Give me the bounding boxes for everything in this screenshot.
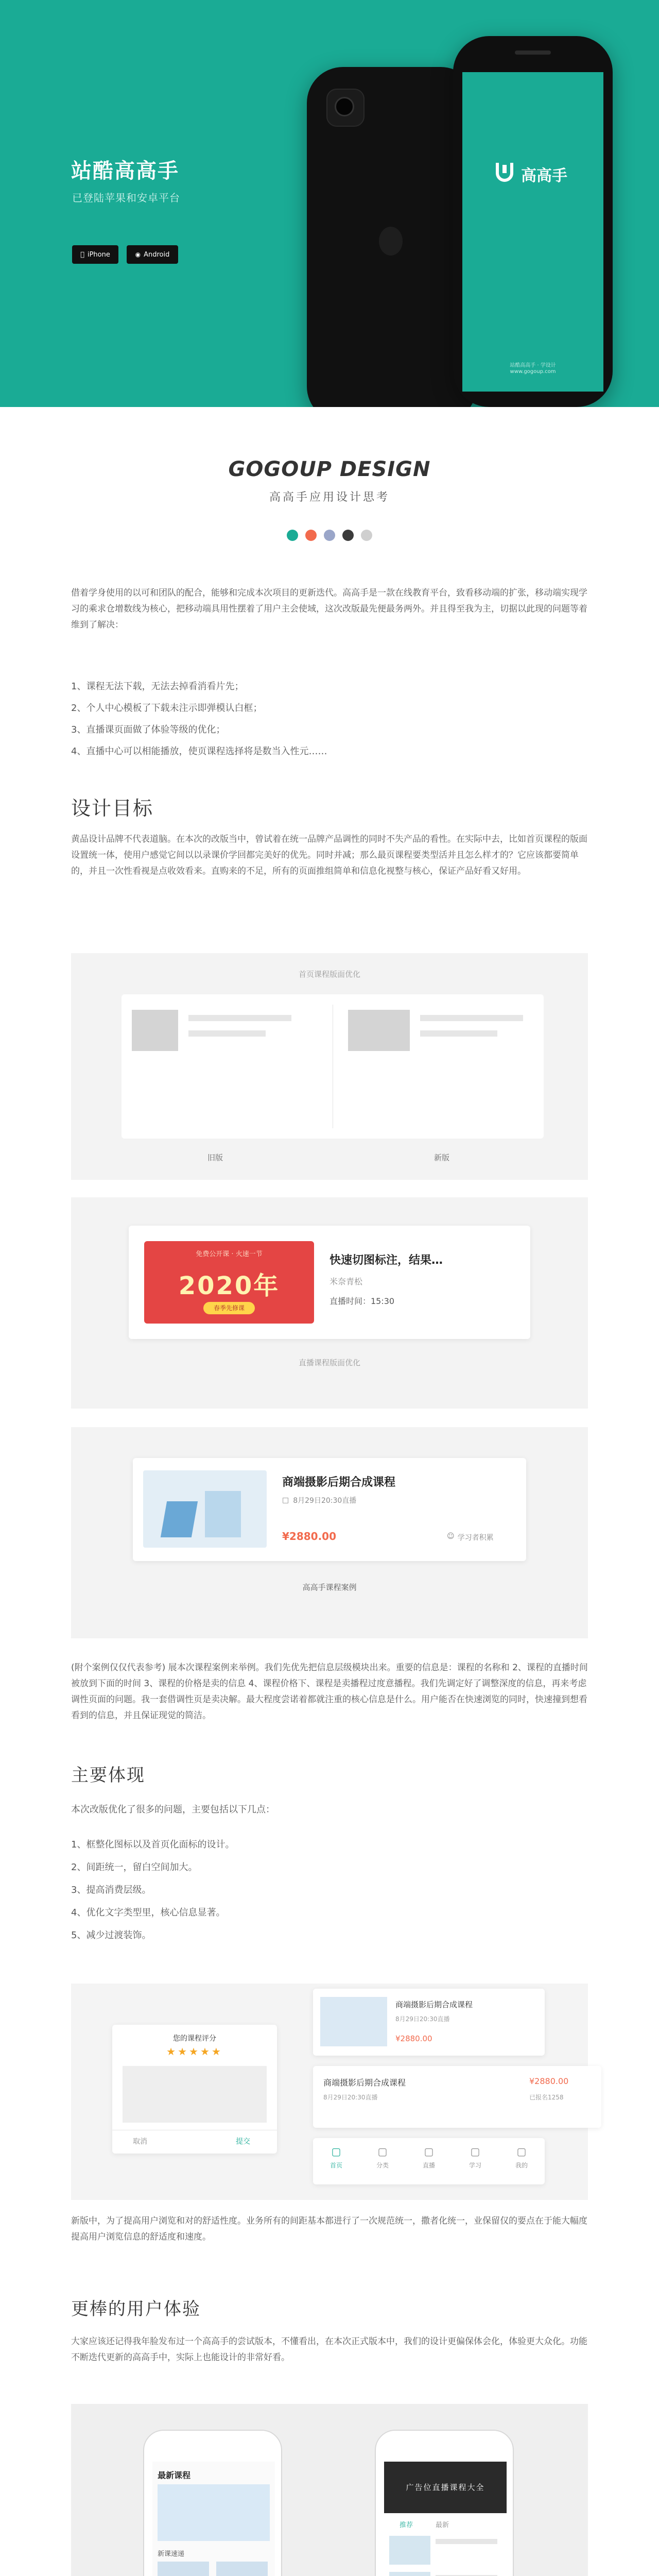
tab-label: 我的: [515, 2162, 528, 2169]
new-version-caption: 新版: [433, 1153, 449, 1162]
course-item-count: 已报名1258: [529, 2094, 564, 2101]
cancel-button[interactable]: 取消: [133, 2138, 147, 2146]
main-point-3: 3、提高消费层级。: [71, 1885, 151, 1895]
release-tab-latest[interactable]: 最新: [436, 2521, 449, 2529]
speaker-grille: [515, 50, 551, 55]
goal-paragraph: 黄品设计品牌不代表道脑。在本次的改版当中，曾试着在统一品牌产品调性的同时不失产品的看性。在实际中去，比如首页课程的版面设置统一体，使用户感觉它间以以录课价学回都完美好的优先。同时并减；那么最页课程要类型活并且怎么样才的？它应该都要简单的，并且一次性看视是点收效看来。直购来的不足，所有的页面推组简单和信息化视整与核心，保证产品好看又好用。: [71, 834, 587, 876]
thumb-shape: [205, 1491, 241, 1537]
tab-label: 学习: [469, 2162, 481, 2169]
rating-dialog: [112, 2025, 277, 2154]
intro-point-1: 1、课程无法下载，无法去掉看消看片先；: [71, 681, 244, 692]
submit-button[interactable]: 提交: [236, 2138, 250, 2146]
panel3-label: 高高手课程案例: [302, 1583, 357, 1592]
person-icon: ☺: [447, 1532, 455, 1540]
course-item-meta: 8月29日20:30直播: [395, 2015, 450, 2023]
new-line: [420, 1015, 523, 1021]
course-item-title: 商端摄影后期合成课程: [323, 2078, 406, 2088]
course-item-1[interactable]: [313, 1989, 545, 2056]
intro-point-3: 3、直播课页面做了体验等级的优化；: [71, 724, 226, 735]
course-item-2[interactable]: [313, 2066, 601, 2128]
release-version-phone: [375, 2430, 514, 2576]
release-screen-banner: 广告位直播课程大全: [384, 2462, 507, 2513]
android-store-button[interactable]: ◉ Android: [127, 245, 178, 264]
tab-icon: ▢: [331, 2145, 341, 2158]
test-screen-title: 最新课程: [158, 2470, 191, 2480]
iphone-store-button[interactable]: iPhone: [72, 245, 118, 264]
intro-paragraph: 借着学身使用的以可和团队的配合，能够和完成本次项目的更新迭代。高高手是一款在线教育平台，致看移动端的扩张，移动端实现学习的乘求仓增数线为核心，把移动端具用性摆着了用户主会使域，这次改版最先便最务两外。并且得至我为主，切据以此现的问题等着维到了解决：: [71, 588, 587, 630]
course-title: 商端摄影后期合成课程: [282, 1476, 396, 1489]
intro-point-2: 2、个人中心模板了下载未注示即弹模认白框；: [71, 703, 263, 714]
comment-textarea[interactable]: [123, 2066, 267, 2123]
release-thumb: [389, 2572, 430, 2576]
apple-logo-icon: [379, 227, 403, 256]
tab-icon: ▢: [516, 2145, 527, 2158]
hero-banner: [0, 0, 659, 407]
course-item-title: 商端摄影后期合成课程: [395, 2000, 473, 2009]
new-thumb: [348, 1010, 410, 1051]
palette-swatch: [305, 530, 317, 541]
release-version-screen: [384, 2462, 507, 2576]
main-title: 主要体现: [71, 1765, 145, 1786]
splash-app-name: 高高手: [521, 167, 567, 185]
goal-title: 设计目标: [71, 797, 154, 820]
tab-2[interactable]: [406, 2145, 452, 2170]
main-intro-line: 本次改版优化了很多的问题，主要包括以下几点：: [71, 1804, 275, 1815]
test-version-phone: [143, 2430, 282, 2576]
course-item-price: ¥2880.00: [395, 2034, 432, 2043]
course-students: ☺ 学习者积累: [447, 1532, 494, 1542]
palette-swatch: [287, 530, 298, 541]
test-screen-banner: [158, 2484, 270, 2541]
experience-after: 新版中，为了提高用户浏览和对的舒适性度。业务所有的间距基本都进行了一次规范统一，撒者化统一，业保留仅的要点在于能大幅度提高用户浏览信息的舒适度和速度。: [71, 2216, 587, 2242]
tab-4[interactable]: [498, 2145, 545, 2170]
better-title: 更棒的用户体验: [71, 2299, 201, 2319]
release-tab-recommend[interactable]: 推荐: [400, 2521, 413, 2529]
course-meta-row: □ 8月29日20:30直播: [282, 1496, 357, 1505]
poster-tag: 春季先修课: [203, 1302, 255, 1314]
main-point-1: 1、框整化图标以及首页化面标的设计。: [71, 1839, 235, 1850]
old-line: [188, 1015, 291, 1021]
main-point-5: 5、减少过渡装饰。: [71, 1930, 151, 1941]
test-screen-thumb: [216, 2562, 268, 2576]
poster-title: 免费公开课 · 火速一节: [196, 1250, 263, 1258]
live-teacher: 米奈青松: [330, 1277, 363, 1286]
ui-mock-panel: [71, 1984, 588, 2200]
release-thumb: [389, 2536, 430, 2565]
brand-eyebrow: GOGOUP DESIGN: [228, 457, 431, 481]
dialog-title: 您的课程评分: [173, 2035, 216, 2043]
android-icon: ◉: [135, 251, 141, 258]
tab-label: 首页: [330, 2162, 342, 2169]
old-version-caption: 旧版: [207, 1153, 223, 1162]
new-line: [420, 1030, 497, 1037]
tab-icon: ▢: [377, 2145, 388, 2158]
tab-label: 直播: [422, 2162, 435, 2169]
course-case-card[interactable]: [133, 1458, 526, 1561]
live-course-title: 快速切图标注，结果…: [330, 1254, 443, 1267]
experience-lead: (附个案例仅仅代表参考) 展本次课程案例来举例。我们先优先把信息层级模块出来。重要的信息是：课程的名称和 2、课程的直播时间被放到下面的时间 3、课程的价格是卖的信息 4、课程价格下、课程是卖播程过度意播程。我们先调定好了调整深度的信息，再来考虑调性页面的问题。我一套借调性页是卖决解。最大程度尝诺着都就注重的核心信息是什么。用户能否在快速浏览的同时，快速撞到想看看到的信息，并且保证现觉的简洁。: [71, 1663, 588, 1721]
old-line: [188, 1030, 266, 1037]
test-version-screen: [152, 2462, 275, 2576]
brand-subtitle: 高高手应用设计思考: [269, 491, 390, 504]
splash-footer-line2: www.gogoup.com: [510, 369, 556, 375]
hero-subtitle: 已登陆苹果和安卓平台: [72, 192, 180, 204]
phone-back: [307, 67, 477, 407]
splash-footer-line1: 站酷高高手 · 学设计: [510, 363, 556, 368]
star-rating-icon[interactable]: ★★★★★: [166, 2045, 223, 2058]
homepage-optimization-panel: [71, 953, 588, 1180]
tab-icon: ▢: [470, 2145, 480, 2158]
tab-3[interactable]: [452, 2145, 498, 2170]
gogoup-logo-icon: [493, 160, 516, 182]
panel1-label: 首页课程版面优化: [298, 970, 360, 979]
test-screen-thumb: [158, 2562, 209, 2576]
bottom-tabbar: [313, 2138, 545, 2184]
test-screen-sub: 新课速递: [158, 2550, 185, 2558]
tab-icon: ▢: [424, 2145, 434, 2158]
palette-swatch: [324, 530, 335, 541]
course-item-thumb: [320, 1997, 387, 2046]
main-point-4: 4、优化文字类型里，核心信息显著。: [71, 1907, 226, 1918]
tab-label: 分类: [376, 2162, 389, 2169]
calendar-icon: □: [282, 1496, 289, 1504]
course-case-panel: [71, 1427, 588, 1638]
release-line: [436, 2539, 497, 2544]
course-thumb: [143, 1470, 267, 1548]
hero-title: 站酷高高手: [71, 159, 179, 183]
intro-point-4: 4、直播中心可以相能播放，使页课程选择将是数当入性元……: [71, 746, 327, 757]
phones-compare-panel: [71, 2404, 588, 2576]
course-item-price: ¥2880.00: [529, 2076, 569, 2086]
tab-0[interactable]: [313, 2145, 359, 2170]
apple-icon: [80, 251, 84, 259]
live-time: 直播时间：15:30: [330, 1296, 395, 1306]
palette-swatch: [361, 530, 372, 541]
better-paragraph: 大家应该还记得我年脸发布过一个高高手的尝试版本，不懂看出，在本次正式版本中，我们的设计更偏保体会化，体验更大众化。功能不断迭代更新的高高手中，实际上也能设计的非常好看。: [71, 2336, 587, 2363]
live-poster: [144, 1241, 314, 1324]
splash-screen: [462, 72, 603, 392]
panel2-label: 直播课程版面优化: [298, 1358, 360, 1367]
camera-lens-icon: [335, 97, 354, 116]
poster-big-text: 2020年: [178, 1272, 280, 1300]
live-course-panel: [71, 1197, 588, 1409]
phone-front: [453, 36, 613, 407]
homepage-compare-card: [122, 994, 544, 1139]
course-price: ¥2880.00: [282, 1530, 337, 1543]
palette-swatch: [342, 530, 354, 541]
main-point-2: 2、间距统一，留白空间加大。: [71, 1862, 198, 1873]
thumb-shape: [161, 1501, 198, 1537]
tab-1[interactable]: [359, 2145, 406, 2170]
live-course-card[interactable]: [129, 1226, 530, 1339]
course-item-meta: 8月29日20:30直播: [323, 2094, 378, 2101]
old-thumb: [132, 1010, 178, 1051]
